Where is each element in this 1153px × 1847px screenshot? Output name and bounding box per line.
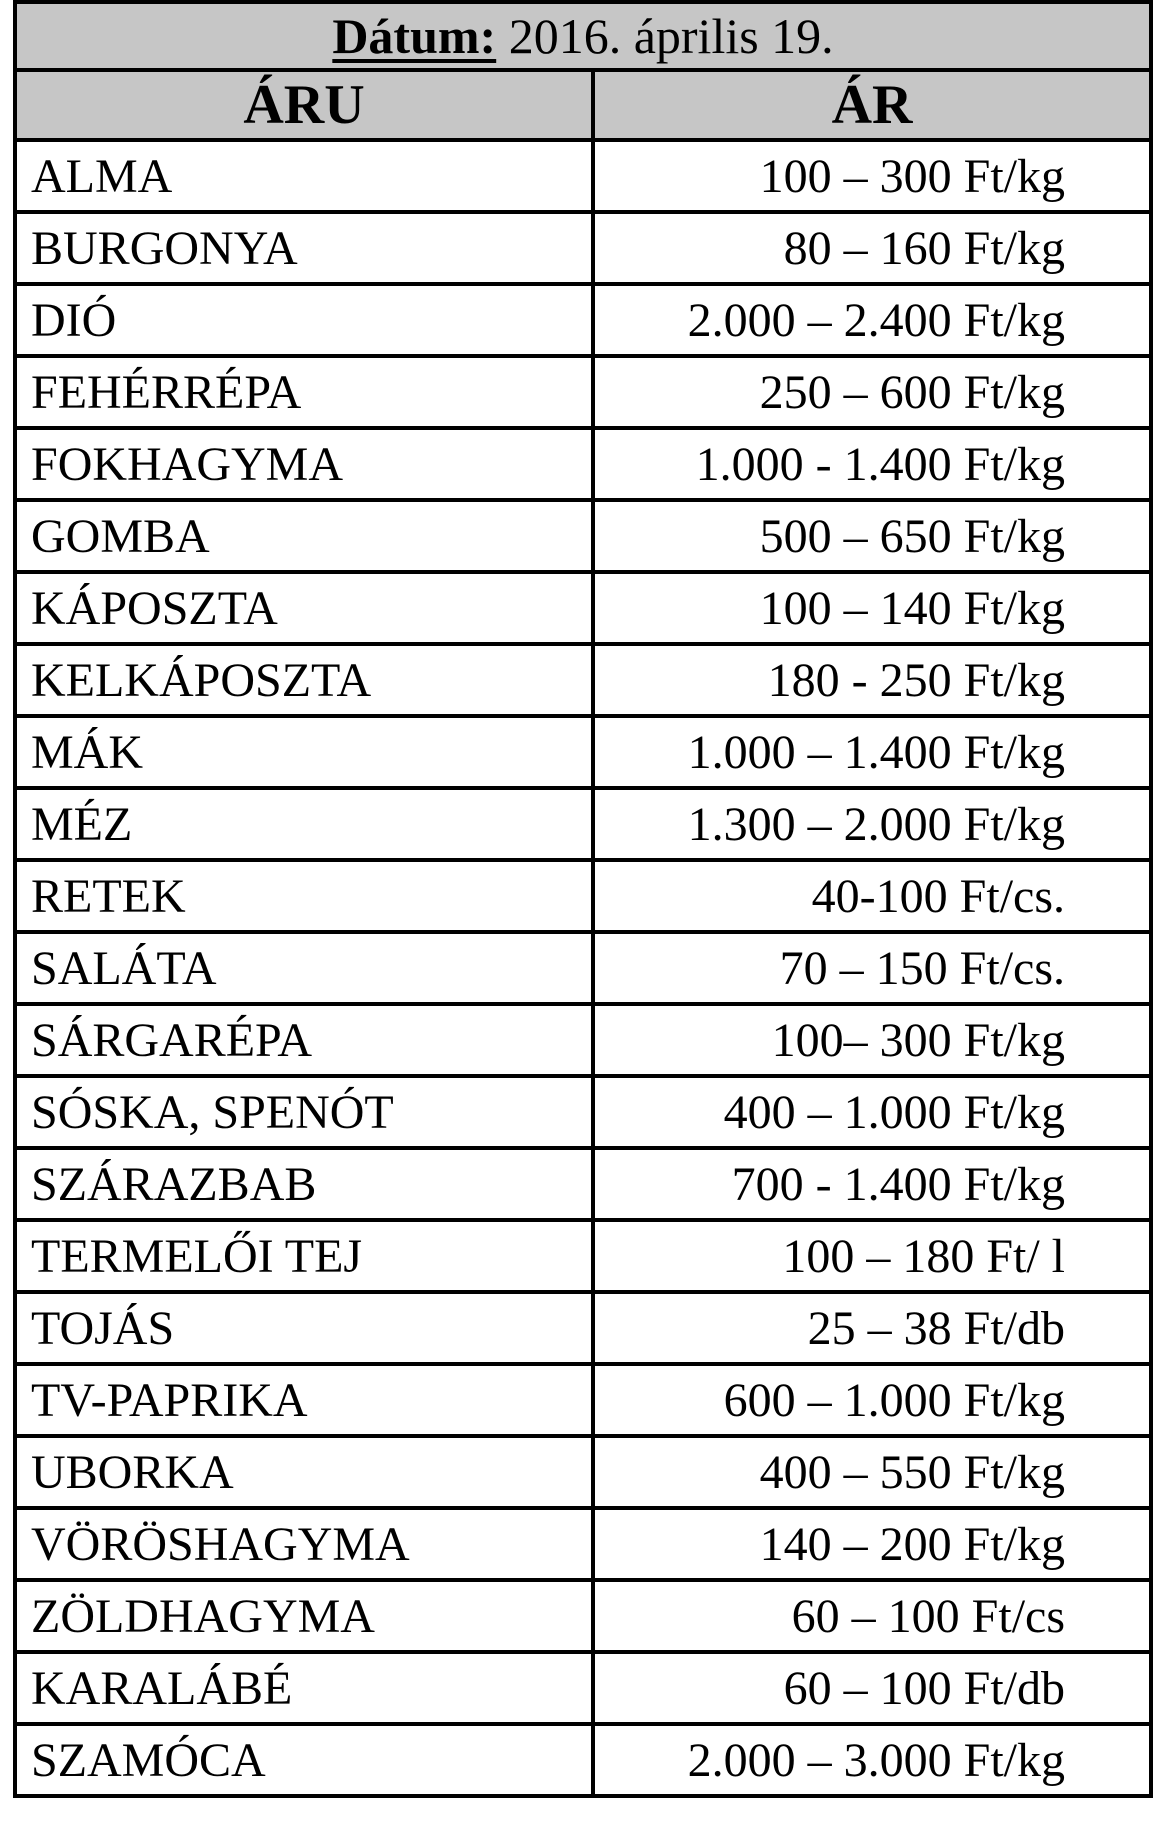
product-price: 700 - 1.400 Ft/kg: [593, 1148, 1151, 1220]
product-price: 250 – 600 Ft/kg: [593, 356, 1151, 428]
table-row: [15, 1148, 1151, 1220]
product-name: SALÁTA: [15, 932, 593, 1004]
product-name: KÁPOSZTA: [15, 572, 593, 644]
product-name: SZÁRAZBAB: [15, 1148, 593, 1220]
table-row: [15, 428, 1151, 500]
product-price: 500 – 650 Ft/kg: [593, 500, 1151, 572]
product-name: MÁK: [15, 716, 593, 788]
product-name: MÉZ: [15, 788, 593, 860]
product-name: TERMELŐI TEJ: [15, 1220, 593, 1292]
column-header-row: [15, 70, 1151, 140]
table-row: [15, 1652, 1151, 1724]
product-name: SZAMÓCA: [15, 1724, 593, 1796]
column-header-aru: ÁRU: [15, 70, 593, 140]
product-name: DIÓ: [15, 284, 593, 356]
table-row: [15, 1580, 1151, 1652]
product-name: KELKÁPOSZTA: [15, 644, 593, 716]
product-name: TOJÁS: [15, 1292, 593, 1364]
table-row: [15, 500, 1151, 572]
table-row: [15, 860, 1151, 932]
product-price: 100 – 140 Ft/kg: [593, 572, 1151, 644]
table-row: [15, 932, 1151, 1004]
product-price: 1.300 – 2.000 Ft/kg: [593, 788, 1151, 860]
product-price: 400 – 550 Ft/kg: [593, 1436, 1151, 1508]
product-price: 600 – 1.000 Ft/kg: [593, 1364, 1151, 1436]
table-row: [15, 356, 1151, 428]
product-name: ALMA: [15, 140, 593, 212]
product-price: 2.000 – 3.000 Ft/kg: [593, 1724, 1151, 1796]
date-value: 2016. április 19.: [508, 8, 834, 64]
product-price: 140 – 200 Ft/kg: [593, 1508, 1151, 1580]
product-price: 40-100 Ft/cs.: [593, 860, 1151, 932]
product-name: VÖRÖSHAGYMA: [15, 1508, 593, 1580]
product-name: GOMBA: [15, 500, 593, 572]
table-row: [15, 1292, 1151, 1364]
product-price: 25 – 38 Ft/db: [593, 1292, 1151, 1364]
product-name: UBORKA: [15, 1436, 593, 1508]
product-name: FEHÉRRÉPA: [15, 356, 593, 428]
product-name: TV-PAPRIKA: [15, 1364, 593, 1436]
product-price: 60 – 100 Ft/cs: [593, 1580, 1151, 1652]
table-row: [15, 1076, 1151, 1148]
date-header: [15, 2, 1151, 70]
product-name: SÁRGARÉPA: [15, 1004, 593, 1076]
table-row: [15, 716, 1151, 788]
table-row: [15, 140, 1151, 212]
product-name: FOKHAGYMA: [15, 428, 593, 500]
table-row: [15, 1436, 1151, 1508]
product-name: KARALÁBÉ: [15, 1652, 593, 1724]
product-price: 100 – 300 Ft/kg: [593, 140, 1151, 212]
product-name: BURGONYA: [15, 212, 593, 284]
product-price: 400 – 1.000 Ft/kg: [593, 1076, 1151, 1148]
product-price: 80 – 160 Ft/kg: [593, 212, 1151, 284]
product-name: SÓSKA, SPENÓT: [15, 1076, 593, 1148]
table-row: [15, 1220, 1151, 1292]
product-name: ZÖLDHAGYMA: [15, 1580, 593, 1652]
price-table: [13, 0, 1153, 1798]
table-row: [15, 1004, 1151, 1076]
product-price: 100– 300 Ft/kg: [593, 1004, 1151, 1076]
table-row: [15, 572, 1151, 644]
table-row: [15, 212, 1151, 284]
product-name: RETEK: [15, 860, 593, 932]
product-price: 1.000 – 1.400 Ft/kg: [593, 716, 1151, 788]
date-label: Dátum:: [332, 8, 497, 64]
table-row: [15, 1508, 1151, 1580]
table-row: [15, 1364, 1151, 1436]
table-row: [15, 284, 1151, 356]
column-header-ar: ÁR: [593, 70, 1151, 140]
product-price: 2.000 – 2.400 Ft/kg: [593, 284, 1151, 356]
product-price: 180 - 250 Ft/kg: [593, 644, 1151, 716]
table-row: [15, 788, 1151, 860]
product-price: 100 – 180 Ft/ l: [593, 1220, 1151, 1292]
table-row: [15, 644, 1151, 716]
product-price: 70 – 150 Ft/cs.: [593, 932, 1151, 1004]
table-row: [15, 1724, 1151, 1796]
date-header-row: [15, 2, 1151, 70]
product-price: 1.000 - 1.400 Ft/kg: [593, 428, 1151, 500]
product-price: 60 – 100 Ft/db: [593, 1652, 1151, 1724]
